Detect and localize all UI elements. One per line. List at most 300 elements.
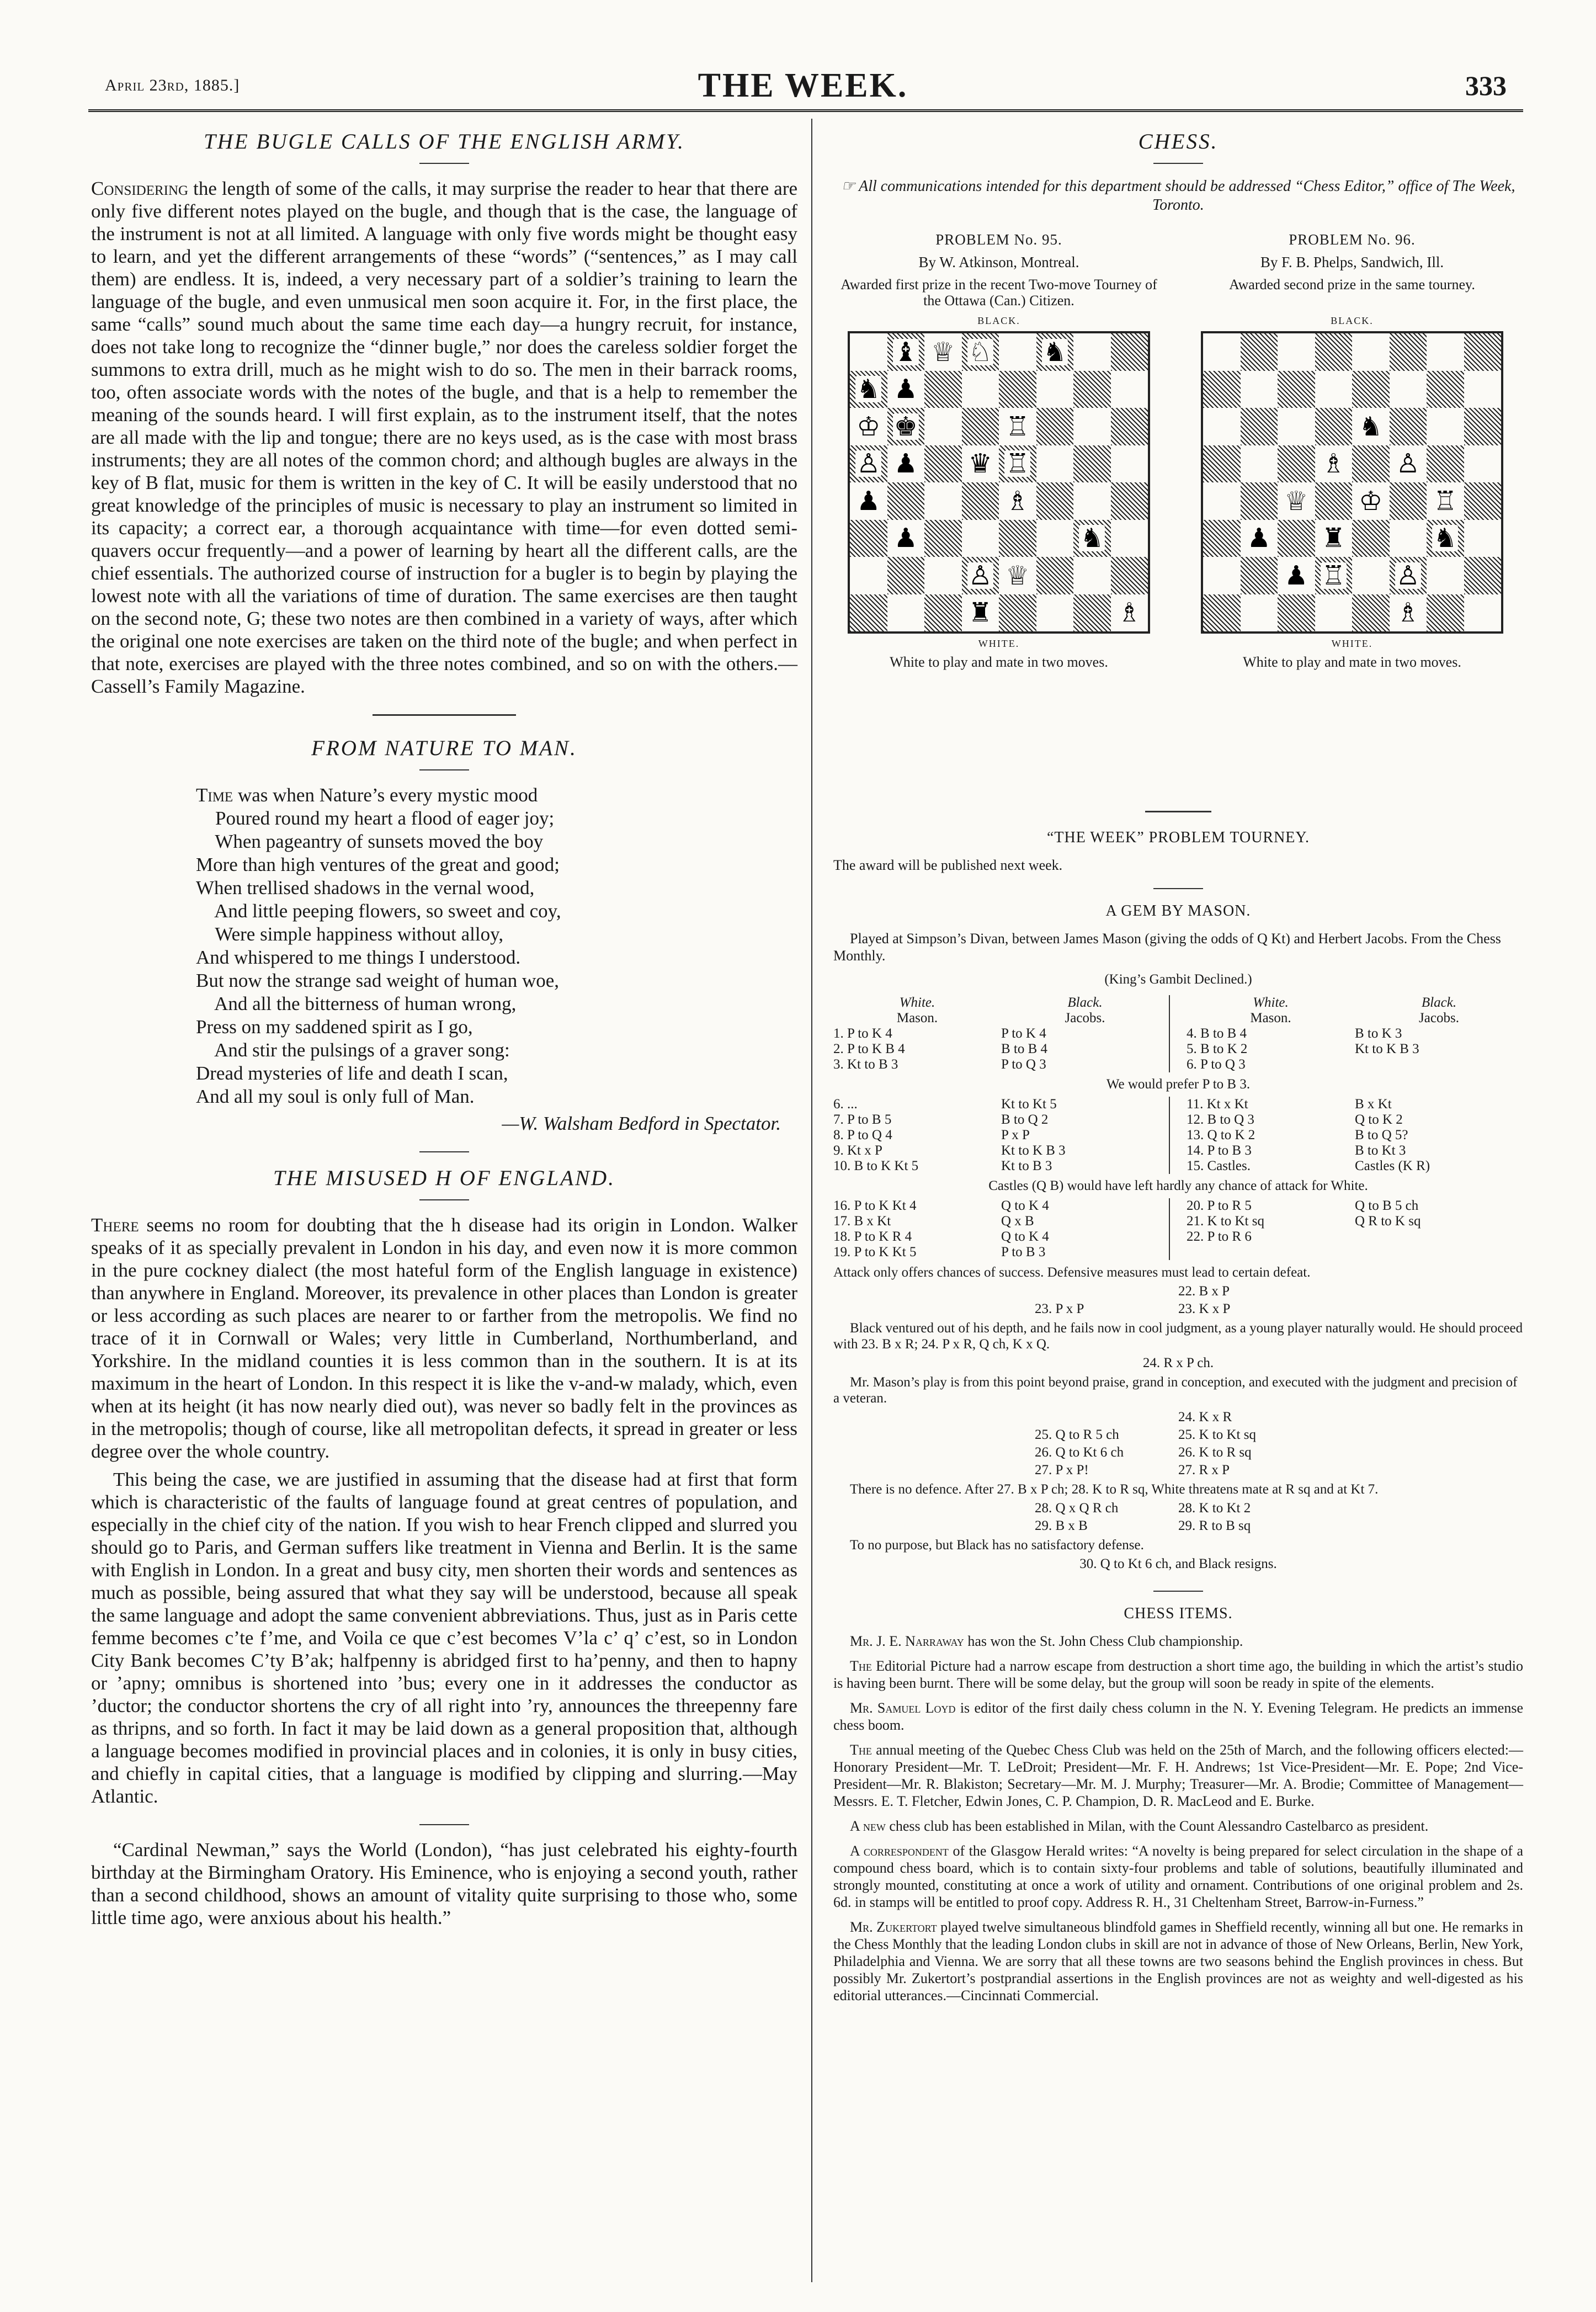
board-square — [1352, 445, 1390, 483]
chess-item-text: played twelve simultaneous blindfold games in Sheffield recently, winning all but one. He remarks in the Chess Monthly that the leading London clubs in skill are not in advance of those of New Orleans, Berlin, New York, Philadelphia and Vienna. We are sorry that all these towns are two seasons behind the English provinces in chess. But possibly Mr. Zukertort’s postprandial assertions in the English provinces are not as weighty and well-digested as his editorial utterances.—Cincinnati Commercial. — [833, 1919, 1524, 2003]
poem-line: When trellised shadows in the vernal wood, — [196, 877, 535, 899]
problem-note: Awarded first prize in the recent Two-move Tourney of the Ottawa (Can.) Citizen. — [840, 277, 1157, 309]
white-move: 16. P to K Kt 4 — [833, 1198, 917, 1213]
piece-glyph: ♞ — [1080, 523, 1104, 554]
piece-glyph: ♕ — [1284, 485, 1308, 517]
move: 22. B x P — [1178, 1284, 1230, 1299]
poem-body — [196, 784, 797, 1108]
game-note: Mr. Mason’s play is from this point beyond praise, grand in conception, and executed with the judgment and precision of a veteran. — [833, 1375, 1518, 1406]
poem-lead: Time — [196, 784, 233, 806]
issue-date: April 23rd, 1885.] — [105, 76, 240, 94]
players-row — [833, 1011, 1169, 1026]
piece-glyph: ♚ — [893, 411, 918, 442]
section-rule — [1153, 1591, 1203, 1592]
black-move: Kt to K B 3 — [1001, 1143, 1066, 1158]
title-rule — [419, 1199, 469, 1200]
board-square — [1390, 333, 1427, 371]
board-square — [1203, 594, 1241, 632]
board-square — [1315, 408, 1353, 445]
board-square — [1278, 445, 1315, 483]
move-row — [833, 1026, 1169, 1041]
move-pair — [1035, 1518, 1322, 1534]
white-move: 17. B x Kt — [833, 1214, 891, 1229]
board-square — [999, 594, 1036, 632]
misused-title: THE MISUSED H OF ENGLAND. — [273, 1166, 615, 1190]
move-pair — [1035, 1427, 1322, 1443]
black-move: Kt to K B 3 — [1355, 1041, 1419, 1056]
board-square — [962, 520, 999, 557]
move: 24. K x R — [1178, 1410, 1232, 1425]
poem-line: And whispered to me things I understood. — [196, 947, 521, 968]
chess-piece-icon — [887, 445, 925, 483]
board-square — [1464, 333, 1502, 371]
chess-board — [848, 331, 1150, 634]
board-square — [1315, 482, 1353, 520]
white-move: 4. B to B 4 — [1187, 1026, 1247, 1041]
board-square — [1036, 520, 1074, 557]
move-row — [833, 1057, 1169, 1072]
board-square — [1390, 520, 1427, 557]
piece-glyph: ♖ — [1321, 560, 1345, 591]
misused-lead: There — [91, 1214, 139, 1236]
chess-item — [833, 1817, 1523, 1835]
black-move: Kt to Kt 5 — [1001, 1097, 1057, 1112]
title-rule — [1153, 163, 1203, 164]
board-square — [1073, 557, 1111, 594]
board-square — [999, 333, 1036, 371]
white-player: Mason. — [1250, 1011, 1291, 1025]
board-square — [1427, 333, 1464, 371]
piece-glyph: ♜ — [1321, 523, 1345, 554]
moves-heading-row — [1187, 995, 1523, 1011]
piece-glyph: ♞ — [1433, 523, 1457, 554]
piece-glyph: ♗ — [1006, 485, 1030, 517]
chess-piece-icon — [962, 445, 999, 483]
chess-piece-icon — [1036, 333, 1074, 371]
move-list — [1187, 1198, 1523, 1260]
move-pair — [1035, 1301, 1322, 1317]
page-number: 333 — [1465, 70, 1507, 101]
move-row — [1187, 1229, 1523, 1245]
section-rule — [419, 1151, 469, 1152]
poem-line: And all my soul is only full of Man. — [196, 1086, 475, 1107]
items-head: CHESS ITEMS. — [1124, 1605, 1233, 1622]
chess-piece-icon — [924, 333, 962, 371]
piece-glyph: ♟ — [893, 374, 918, 405]
chess-item-lead: Mr. J. E. Narraway — [850, 1633, 964, 1649]
chess-piece-icon — [1315, 445, 1353, 483]
piece-glyph: ♖ — [1006, 448, 1030, 480]
board-square — [924, 557, 962, 594]
chess-piece-icon — [887, 333, 925, 371]
masthead — [83, 66, 1523, 110]
board-square — [1464, 408, 1502, 445]
board-square — [1464, 445, 1502, 483]
board-square — [1352, 371, 1390, 408]
piece-glyph: ♗ — [1321, 448, 1345, 480]
white-move: 7. P to B 5 — [833, 1112, 892, 1127]
piece-glyph: ♖ — [1433, 485, 1457, 517]
gem-head: A GEM BY MASON. — [1105, 902, 1251, 920]
board-square — [924, 520, 962, 557]
white-move: 11. Kt x Kt — [1187, 1097, 1248, 1112]
move-list — [833, 1501, 1523, 1534]
move-row — [1187, 1128, 1523, 1143]
move: 25. Q to R 5 ch — [1035, 1427, 1119, 1442]
chess-piece-icon — [1278, 557, 1315, 594]
board-square — [1111, 445, 1148, 483]
move-row — [1187, 1214, 1523, 1229]
problems-row — [833, 231, 1523, 805]
white-label: WHITE. — [978, 638, 1020, 649]
bugle-title: THE BUGLE CALLS OF THE ENGLISH ARMY. — [204, 130, 685, 153]
game-note: There is no defence. After 27. B x P ch; 28. K to R sq, White threatens mate at R sq and at Kt 7. — [850, 1482, 1379, 1497]
chess-piece-icon — [1315, 557, 1353, 594]
piece-glyph: ♛ — [968, 448, 992, 480]
piece-glyph: ♕ — [931, 336, 955, 368]
move — [1035, 1410, 1178, 1425]
move-row — [833, 1245, 1169, 1260]
chess-piece-icon — [1241, 520, 1278, 557]
move-row — [833, 1229, 1169, 1245]
chess-piece-icon — [1390, 445, 1427, 483]
column-divider — [811, 119, 812, 2282]
move: 29. R to B sq — [1178, 1518, 1251, 1533]
poem-line-text: was when Nature’s every mystic mood — [233, 784, 538, 806]
piece-glyph: ♟ — [1284, 560, 1308, 591]
black-label: BLACK. — [977, 315, 1020, 326]
misused-paragraph — [91, 1214, 797, 1463]
board-square — [1464, 594, 1502, 632]
chess-piece-icon — [887, 371, 925, 408]
board-square — [1427, 557, 1464, 594]
chess-item — [833, 1842, 1523, 1911]
chess-piece-icon — [962, 594, 999, 632]
piece-glyph: ♗ — [1396, 597, 1420, 629]
problem-title: PROBLEM No. 95. — [935, 231, 1062, 248]
board-square — [962, 408, 999, 445]
black-player: Jacobs. — [1419, 1011, 1459, 1025]
black-move: B to B 4 — [1001, 1041, 1048, 1056]
left-column — [91, 121, 797, 1934]
chess-item — [833, 1918, 1523, 2004]
chess-item-lead: A correspondent — [850, 1843, 949, 1859]
chess-item-lead: Mr. Samuel Loyd — [850, 1700, 956, 1716]
white-move: 13. Q to K 2 — [1187, 1128, 1255, 1142]
black-move: Kt to B 3 — [1001, 1158, 1052, 1173]
chess-instruction: ☞ All communications intended for this department should be addressed “Chess Editor,” office of The Week, Toronto. — [841, 178, 1515, 214]
piece-glyph: ♕ — [1006, 560, 1030, 591]
chess-piece-icon — [887, 408, 925, 445]
move-pair — [1035, 1284, 1322, 1299]
board-square — [1203, 482, 1241, 520]
board-square — [1464, 520, 1502, 557]
move: 26. Q to Kt 6 ch — [1035, 1445, 1124, 1460]
move-row — [833, 1214, 1169, 1229]
move-list — [833, 1026, 1169, 1072]
board-square — [1427, 371, 1464, 408]
board-square — [850, 594, 887, 632]
black-player: Jacobs. — [1065, 1011, 1105, 1025]
move-row — [1187, 1198, 1523, 1214]
problem-title: PROBLEM No. 96. — [1289, 231, 1416, 248]
game-note: We would prefer P to B 3. — [1106, 1077, 1251, 1092]
move-list — [1187, 1026, 1523, 1072]
board-square — [924, 408, 962, 445]
white-move: 22. P to R 6 — [1187, 1229, 1252, 1244]
board-square — [1073, 445, 1111, 483]
black-move: Q to K 2 — [1355, 1112, 1403, 1127]
board-square — [850, 557, 887, 594]
players-row — [1187, 1011, 1523, 1026]
white-label: WHITE. — [1331, 638, 1373, 649]
section-rule — [419, 1824, 469, 1825]
move: 23. P x P — [1035, 1301, 1084, 1316]
chess-item-text: is editor of the first daily chess column in the N. Y. Evening Telegram. He predicts an immense chess boom. — [833, 1700, 1523, 1733]
board-square — [962, 482, 999, 520]
black-move: Q to K 4 — [1001, 1229, 1049, 1244]
board-square — [1241, 371, 1278, 408]
chess-item-lead: Mr. Zukertort — [850, 1919, 937, 1935]
board-square — [1111, 371, 1148, 408]
move-row — [833, 1112, 1169, 1128]
black-move: Q to B 5 ch — [1355, 1198, 1419, 1213]
section-rule — [1145, 811, 1211, 812]
chess-item-text: Editorial Picture had a narrow escape from destruction a short time ago, the building in which the artist’s studio is having been burnt. There will be some delay, but the group will soon be ready in spite of the elements. — [833, 1658, 1523, 1691]
board-square — [1241, 594, 1278, 632]
board-square — [1390, 482, 1427, 520]
chess-piece-icon — [999, 557, 1036, 594]
piece-glyph: ♞ — [1042, 336, 1067, 368]
white-move: 10. B to K Kt 5 — [833, 1158, 919, 1173]
move-row — [833, 1143, 1169, 1158]
chess-piece-icon — [1352, 408, 1390, 445]
move: 28. Q x Q R ch — [1035, 1501, 1119, 1516]
board-square — [1278, 333, 1315, 371]
white-move: 2. P to K B 4 — [833, 1041, 905, 1056]
move-row — [833, 1041, 1169, 1057]
board-square — [1111, 408, 1148, 445]
move-row — [833, 1097, 1169, 1112]
chess-piece-icon — [1352, 482, 1390, 520]
white-move: 18. P to K R 4 — [833, 1229, 912, 1244]
board-square — [1464, 371, 1502, 408]
chess-item-lead: The — [850, 1742, 872, 1758]
chess-item — [833, 1741, 1523, 1810]
black-move: P to B 3 — [1001, 1245, 1046, 1259]
black-heading: Black. — [1421, 995, 1457, 1010]
board-square — [1203, 520, 1241, 557]
problem-author: By W. Atkinson, Montreal. — [918, 254, 1079, 270]
moves-header — [833, 995, 1523, 1072]
poem-title: FROM NATURE TO MAN. — [311, 736, 577, 760]
game-note: Black ventured out of his depth, and he fails now in cool judgment, as a young player naturally would. He should proceed with 23. B x R; 24. P x R, Q ch, K x Q. — [833, 1321, 1523, 1352]
board-square — [1352, 520, 1390, 557]
black-move: P to Q 3 — [1001, 1057, 1046, 1072]
move-list — [833, 1198, 1170, 1260]
board-square — [1111, 482, 1148, 520]
move-row — [833, 1158, 1169, 1174]
chess-board — [1201, 331, 1503, 634]
board-square — [1203, 445, 1241, 483]
board-square — [1111, 520, 1148, 557]
board-square — [1203, 371, 1241, 408]
board-square — [1036, 371, 1074, 408]
chess-piece-icon — [999, 408, 1036, 445]
board-square — [1241, 557, 1278, 594]
chess-piece-icon — [1315, 520, 1353, 557]
black-move: Q R to K sq — [1355, 1214, 1421, 1229]
board-square — [1036, 594, 1074, 632]
board-square — [887, 482, 925, 520]
board-square — [1241, 333, 1278, 371]
piece-glyph: ♙ — [968, 560, 992, 591]
chess-item-text: chess club has been established in Milan, with the Count Alessandro Castelbarco as president. — [885, 1818, 1429, 1834]
move-row — [1187, 1041, 1523, 1057]
section-rule — [1153, 888, 1203, 889]
black-move: Q x B — [1001, 1214, 1034, 1229]
board-square — [1278, 408, 1315, 445]
move-row — [833, 1128, 1169, 1143]
tourney-text: The award will be published next week. — [833, 857, 1063, 873]
moves-heading-row — [833, 995, 1169, 1011]
board-square — [850, 520, 887, 557]
chess-piece-icon — [850, 371, 887, 408]
black-move: B x Kt — [1355, 1097, 1392, 1112]
piece-glyph: ♗ — [1117, 597, 1141, 629]
problem-caption: White to play and mate in two moves. — [890, 654, 1108, 670]
move-row — [1187, 1112, 1523, 1128]
board-square — [1427, 408, 1464, 445]
white-move: 21. K to Kt sq — [1187, 1214, 1264, 1229]
white-move: 8. P to Q 4 — [833, 1128, 892, 1142]
white-move: 1. P to K 4 — [833, 1026, 892, 1041]
piece-glyph: ♙ — [1396, 560, 1420, 591]
move-row — [1187, 1097, 1523, 1112]
black-label: BLACK. — [1331, 315, 1374, 326]
piece-glyph: ♟ — [1247, 523, 1271, 554]
black-move: P x P — [1001, 1128, 1030, 1142]
gem-intro: Played at Simpson’s Divan, between James Mason (giving the odds of Q Kt) and Herbert Jacobs. From the Chess Monthly. — [833, 931, 1501, 964]
piece-glyph: ♟ — [856, 485, 881, 517]
board-square — [1427, 445, 1464, 483]
black-heading: Black. — [1067, 995, 1103, 1010]
move-row — [1187, 1057, 1523, 1072]
move: 29. B x B — [1035, 1518, 1088, 1533]
publication-title: THE WEEK. — [698, 67, 908, 104]
move-pair — [1035, 1501, 1322, 1516]
board-square — [1203, 333, 1241, 371]
misused-text: seems no room for doubting that the h disease had its origin in London. Walker speaks of it as specially prevalent in London in his day, and even now it is more common in the pure cockney dialect (the most hateful form of the English language in existence) than anywhere in England. Moreover, its prevalence in other places than London is greater or less according as such places are nearer to or farther from the metropolis. We find no trace of it in Cornwall or Wales; very little in Cumberland, Northumberland, and Yorkshire. In the midland counties it is less common than in the southern. It is at its maximum in the heart of London. In this respect it is like the v-and-w malady, which, even when at its height (it has now nearly died out), was never so badly felt in the provinces as in the metropolis; though of course, like all metropolitan defects, it spread in greater or less degree over the whole country. — [91, 1214, 798, 1462]
chess-item-lead: The — [850, 1658, 872, 1674]
moves-block — [833, 1198, 1523, 1260]
black-move: Q to K 4 — [1001, 1198, 1049, 1213]
problem-note: Awarded second prize in the same tourney. — [1229, 277, 1475, 293]
board-square — [1464, 557, 1502, 594]
board-square — [1073, 371, 1111, 408]
board-square — [850, 333, 887, 371]
chess-piece-icon — [962, 557, 999, 594]
white-heading: White. — [1253, 995, 1289, 1010]
piece-glyph: ♝ — [893, 336, 918, 368]
problem-author: By F. B. Phelps, Sandwich, Ill. — [1260, 254, 1444, 270]
poem-line: More than high ventures of the great and good; — [196, 854, 560, 875]
game-note: Castles (Q B) would have left hardly any chance of attack for White. — [988, 1178, 1368, 1193]
board-square — [887, 557, 925, 594]
white-move: 9. Kt x P — [833, 1143, 882, 1158]
problem-caption: White to play and mate in two moves. — [1243, 654, 1461, 670]
piece-glyph: ♟ — [893, 523, 918, 554]
misused-paragraph: This being the case, we are justified in assuming that the disease had at first that form which is characteristic of the faults of language found at great centres of population, and especially in the chief city of the nation. If you wish to hear French clipped and slurred you should go to Paris, and German suffers like treatment in Vienna and Berlin. It is the same with English in London. In a great and busy city, men shorten their words and sentences as much as possible, being assured that what they say will be understood, because all speak the same language and adopt the same convenient abbreviations. Thus, just as in Paris cette femme becomes c’te f’me, and Voila ce que c’est becomes V’la c’ q’ c’est, so in London City Bank becomes C’ty B’ak; halfpenny is abridged first to ha’penny, and then to hapny or ’apny; omnibus is shortened into ’bus; every one in it addresses the conductor as ’ductor; the conductor shortens the cry of all right into ’ry, announces the threepenny fare as thripns, and so forth. In fact it may be laid down as a general proposition that, although a language becomes modified in provincial places and in colonies, it is only in busy cities, and chiefly in capital cities, that a language is modified by clipping and slurring.—May Atlantic. — [91, 1469, 797, 1807]
board-square — [1427, 594, 1464, 632]
move: 27. P x P! — [1035, 1463, 1089, 1477]
board-square — [1315, 333, 1353, 371]
move-pair — [1035, 1410, 1322, 1425]
bugle-body: the length of some of the calls, it may surprise the reader to hear that there are only five different notes played on the bugle, and though that is the case, the language of the instrument is not at all limited. A language with only five words might be thought easy to learn, and yet the different arrangements of these “words” (“sentences,” as I may call them) are endless. It is, indeed, a very necessary part of a soldier’s training to learn the language of the bugle, and even unmusical men soon acquire it. For, in the first place, the same “calls” sound much about the same time each day—a hungry recruit, for instance, does not take long to recognize the “dinner bugle,” nor does the careless soldier forget the summons to extra drill, much as he might wish to do so. The men in their barrack rooms, too, often associate words with the notes of the bugle, and that is a help to remember the meaning of the sounds heard. I will first explain, as to the instrument itself, that the notes are all made with the lip and tongue; there are no keys used, as is the case with most brass instruments; they are all notes of the common chord; and although bugles are always in the key of B flat, music for them is written in the key of C. It will be easily understood that no great knowledge of the principles of music is necessary to play an instrument so limited in its capacity; a correct ear, a thorough acquaintance with time—for even dotted semi-quavers occur frequently—and a power of learning by heart all the different calls, are the chief essentials. The authorized course of instruction for a bugler is to begin by playing the lowest note with all the variations of time of duration. The same exercises are then taught on the second note, G; these two notes are then combined in a variety of ways, after which the original one note exercises are taken on the third note of the bugle; and when perfect in that note, exercises are played with the three notes combined, and so on with the others.—Cassell’s Family Magazine. — [91, 178, 798, 697]
board-square — [962, 371, 999, 408]
moves-block — [833, 1097, 1523, 1174]
poem-line: And stir the pulsings of a graver song: — [196, 1039, 510, 1061]
board-square — [1278, 371, 1315, 408]
board-square — [1390, 408, 1427, 445]
title-rule — [419, 163, 469, 164]
board-square — [1036, 408, 1074, 445]
board-square — [1073, 408, 1111, 445]
white-move: 19. P to K Kt 5 — [833, 1245, 917, 1259]
move-pair — [1035, 1463, 1322, 1478]
piece-glyph: ♜ — [968, 597, 992, 629]
chess-item — [833, 1699, 1523, 1734]
chess-item-text: annual meeting of the Quebec Chess Club was held on the 25th of March, and the following officers elected:—Honorary President—Mr. T. LeDroit; President—Mr. F. H. Andrews; 1st Vice-President—Mr. E. Pope; 2nd Vice-President—Mr. R. Blakiston; Secretary—Mr. M. J. Murphy; Treasurer—Mr. A. Brodie; Committee of Management—Messrs. E. T. Fletcher, Edwin Jones, C. P. Champion, D. R. MacLeod and E. Burke. — [833, 1742, 1523, 1809]
board-square — [887, 594, 925, 632]
move-row — [1187, 1026, 1523, 1041]
board-square — [1315, 594, 1353, 632]
move: 28. K to Kt 2 — [1178, 1501, 1251, 1516]
gem-opening: (King’s Gambit Declined.) — [1104, 972, 1252, 987]
board-square — [1036, 557, 1074, 594]
move-list — [833, 1410, 1523, 1478]
chess-item — [833, 1657, 1523, 1692]
board-square — [1315, 371, 1353, 408]
move-list — [833, 1097, 1170, 1174]
chess-item-lead: A new — [850, 1818, 886, 1834]
header-rule — [88, 109, 1523, 112]
move-list — [1187, 1097, 1523, 1174]
board-square — [924, 594, 962, 632]
black-move: B to Q 5? — [1355, 1128, 1408, 1142]
poem-line: Poured round my heart a flood of eager joy; — [196, 807, 555, 829]
black-move: B to K 3 — [1355, 1026, 1402, 1041]
chess-items-list — [833, 1633, 1523, 2004]
problem-95 — [833, 231, 1164, 671]
board-square — [1278, 520, 1315, 557]
white-move: 14. P to B 3 — [1187, 1143, 1252, 1158]
board-square — [999, 371, 1036, 408]
chess-piece-icon — [1278, 482, 1315, 520]
piece-glyph: ♟ — [893, 448, 918, 480]
section-rule — [373, 714, 516, 716]
poem-line: And all the bitterness of human wrong, — [196, 993, 517, 1014]
black-move: Castles (K R) — [1355, 1158, 1430, 1173]
chess-piece-icon — [999, 445, 1036, 483]
poem-line: But now the strange sad weight of human woe, — [196, 970, 560, 991]
poem-line: Were simple happiness without alloy, — [196, 923, 504, 945]
piece-glyph: ♘ — [968, 336, 992, 368]
board-square — [924, 482, 962, 520]
game-note: To no purpose, but Black has no satisfactory defense. — [850, 1538, 1144, 1553]
chess-title: CHESS. — [1138, 130, 1219, 153]
poem-line — [196, 784, 797, 807]
